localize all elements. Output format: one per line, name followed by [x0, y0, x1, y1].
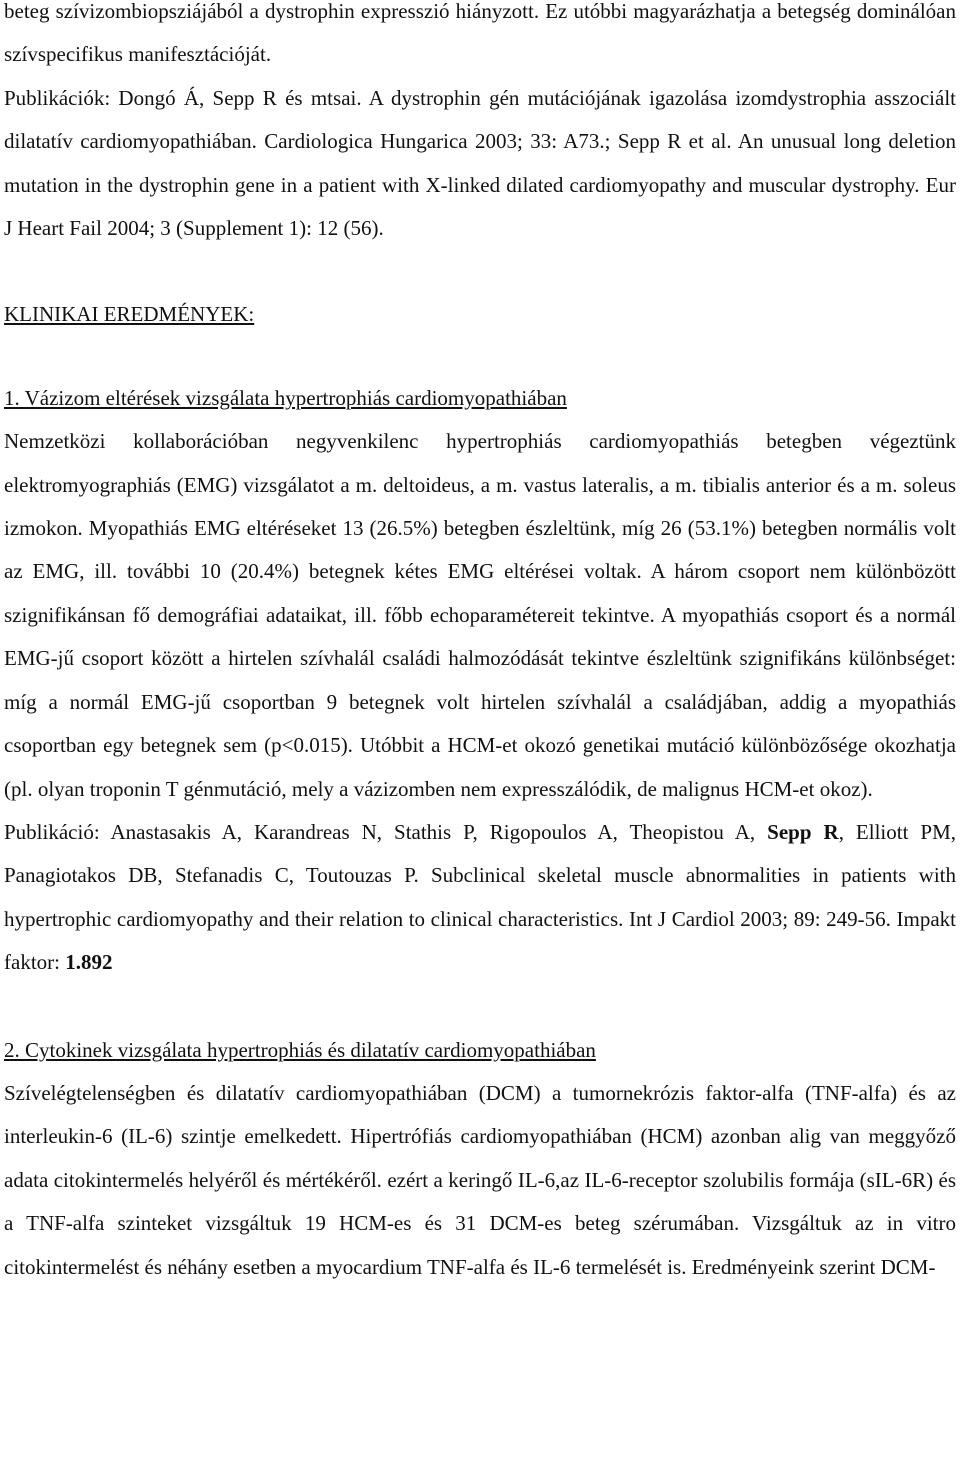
subsection-title-1: 1. Vázizom eltérések vizsgálata hypertrophiás cardiomyopathiában — [4, 385, 567, 410]
spacer — [4, 985, 956, 1029]
subsection-title-2: 2. Cytokinek vizsgálata hypertrophiás és dilatatív cardiomyopathiában — [4, 1037, 596, 1062]
section-heading-clinical-results: KLINIKAI EREDMÉNYEK: — [4, 302, 255, 327]
subsection-1-publication — [4, 811, 956, 985]
subsection-1-body: Nemzetközi kollaborációban negyvenkilenc hypertrophiás cardiomyopathiás betegben végeztünk elektromyographiás (EMG) vizsgálatot a m. deltoideus, a m. vastus lateralis, a m. tibialis anterior és a m. soleus izmokon. Myopathiás EMG eltéréseket 13 (26.5%) betegben észleltünk, míg 26 (53.1%) betegben normális volt az EMG, ill. további 10 (20.4%) betegnek kétes EMG eltérései voltak. A három csoport nem különbözött szignifikánsan fő demográfiai adataikat, ill. főbb echoparamétereit tekintve. A myopathiás csoport és a normál EMG-jű csoport között a hirtelen szívhalál családi halmozódását tekintve észleltünk szignifikáns különbséget: míg a normál EMG-jű csoportban 9 betegnek volt hirtelen szívhalál a családjában, addig a myopathiás csoportban egy betegnek sem (p<0.015). Utóbbit a HCM-et okozó genetikai mutáció különbözősége okozhatja (pl. olyan troponin T génmutáció, mely a vázizomben nem expresszálódik, de malignus HCM-et okoz). — [4, 429, 956, 801]
impact-factor-value: 1.892 — [65, 950, 113, 975]
spacer — [4, 250, 956, 293]
subsection-2-body: Szívelégtelenségben és dilatatív cardiomyopathiában (DCM) a tumornekrózis faktor-alfa (TNF-alfa) és az interleukin-6 (IL-6) szintje emelkedett. Hipertrófiás cardiomyopathiában (HCM) azonban alig van meggyőző adata citokintermelés helyéről és mértékéről. ezért a keringő IL-6,az IL-6-receptor szolubilis formája (sIL-6R) és a TNF-alfa szinteket vizsgáltuk 19 HCM-es és 31 DCM-es beteg szérumában. Vizsgáltuk az in vitro citokintermelést és néhány esetben a myocardium TNF-alfa és IL-6 termelését is. Eredményeink szerint DCM- — [4, 1080, 956, 1279]
spacer — [4, 337, 956, 377]
intro-paragraph: beteg szívizombiopsziájából a dystrophin expresszió hiányzott. Ez utóbbi magyarázhatja a betegség dominálóan szívspecifikus manifesztációját. — [4, 0, 956, 67]
publication-authors-rest: , Elliott PM, Panagiotakos DB, Stefanadis C, Toutouzas P. Subclinical skeletal muscle abnormalities in patients with hypertrophic cardiomyopathy and their relation to clinical characteristics. Int J Cardiol 2003; 89: 249-56. Impakt faktor: — [4, 819, 957, 975]
publication-author-highlight: Sepp R — [767, 819, 839, 844]
publication-authors-start: Publikáció: Anastasakis A, Karandreas N, Stathis P, Rigopoulos A, Theopistou A, — [4, 819, 756, 844]
publications-paragraph: Publikációk: Dongó Á, Sepp R és mtsai. A dystrophin gén mutációjának igazolása izomdystrophia asszociált dilatatív cardiomyopathiában. Cardiologica Hungarica 2003; 33: A73.; Sepp R et al. An unusual long deletion mutation in the dystrophin gene in a patient with X-linked dilated cardiomyopathy and muscular dystrophy. Eur J Heart Fail 2004; 3 (Supplement 1): 12 (56). — [4, 85, 956, 241]
